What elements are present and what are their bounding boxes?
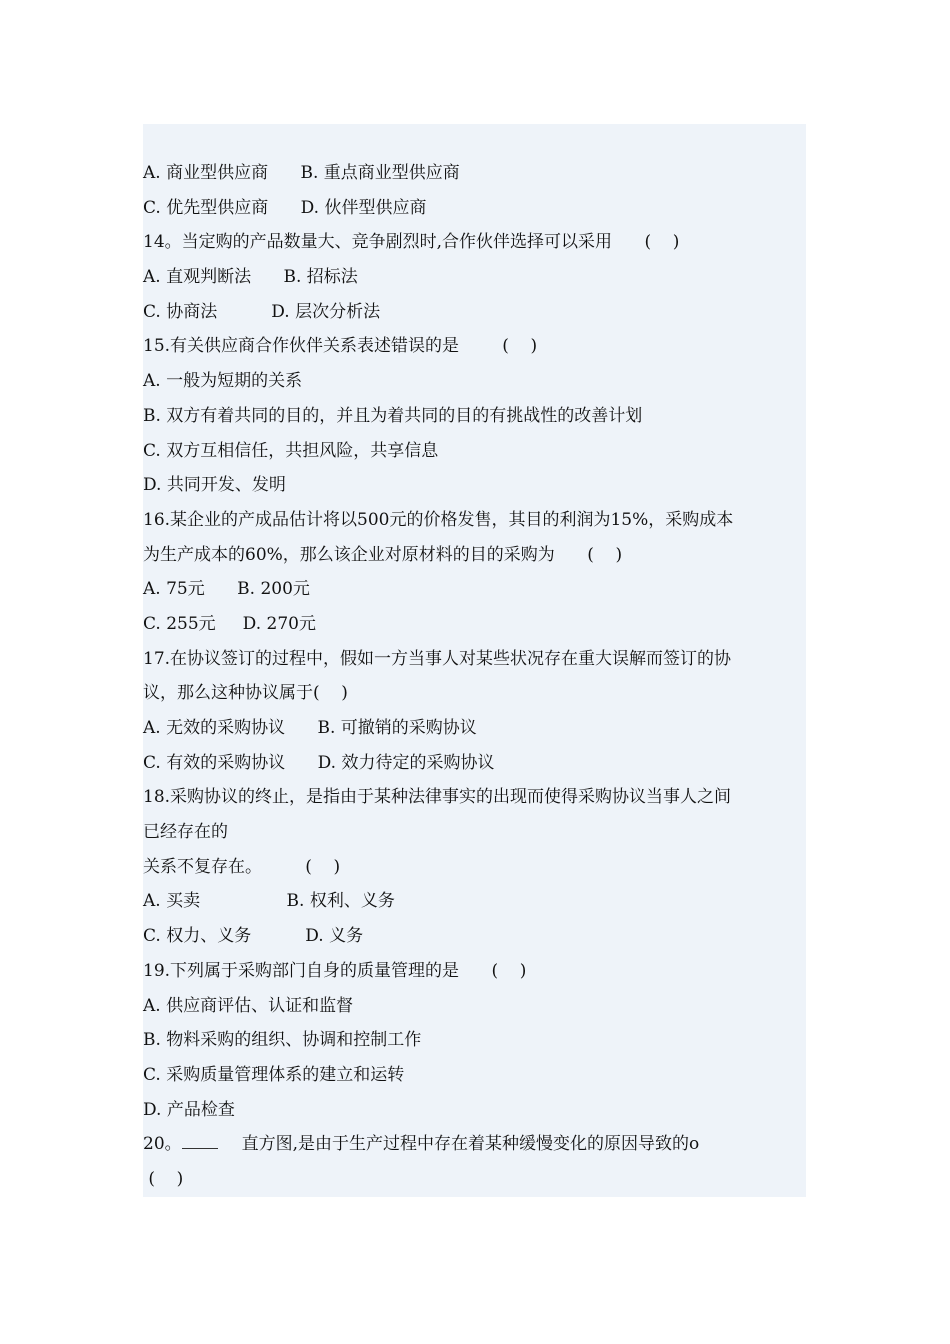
q15-option-d: D. 共同开发、发明	[143, 475, 286, 496]
q17-stem-line1: 17.在协议签订的过程中，假如一方当事人对某些状况存在重大误解而签订的协	[143, 648, 732, 669]
q16-options-ab: A. 75元 B. 200元	[143, 579, 310, 600]
q16-stem-line1: 16.某企业的产成品估计将以500元的价格发售，其目的利润为15%，采购成本	[143, 509, 734, 530]
q20-number: 20。	[143, 1134, 182, 1155]
q13-options-ab: A. 商业型供应商 B. 重点商业型供应商	[143, 163, 460, 183]
q18-stem-line1: 18.采购协议的终止，是指由于某种法律事实的出现而使得采购协议当事人之间	[143, 787, 732, 808]
q19-option-d: D. 产品检查	[143, 1099, 235, 1120]
q19-option-c: C. 采购质量管理体系的建立和运转	[143, 1064, 405, 1085]
q19-stem: 19.下列属于采购部门自身的质量管理的是 ( )	[143, 960, 527, 981]
q14-stem: 14。当定购的产品数量大、竞争剧烈时,合作伙伴选择可以采用 ( )	[143, 232, 680, 253]
q20-text: 直方图,是由于生产过程中存在着某种缓慢变化的原因导致的o	[241, 1134, 700, 1155]
q14-options-ab: A. 直观判断法 B. 招标法	[143, 267, 358, 288]
q14-options-cd: C. 协商法 D. 层次分析法	[143, 301, 381, 322]
q17-options-ab: A. 无效的采购协议 B. 可撤销的采购协议	[143, 718, 477, 738]
q18-options-ab: A. 买卖 B. 权利、义务	[143, 891, 395, 912]
q20-blank	[182, 1130, 218, 1149]
q20-stem	[143, 1127, 806, 1162]
q19-option-b: B. 物料采购的组织、协调和控制工作	[143, 1030, 422, 1051]
q17-options-cd: C. 有效的采购协议 D. 效力待定的采购协议	[143, 752, 495, 773]
q16-stem-line2: 为生产成本的60%，那么该企业对原材料的目的采购为 ( )	[143, 544, 623, 565]
q16-options-cd: C. 255元 D. 270元	[143, 613, 316, 634]
q18-stem-line3: 关系不复存在。 ( )	[143, 856, 341, 877]
q15-option-c: C. 双方互相信任，共担风险，共享信息	[143, 440, 439, 461]
q13-options-cd: C. 优先型供应商 D. 伙伴型供应商	[143, 197, 427, 218]
q15-stem: 15.有关供应商合作伙伴关系表述错误的是 ( )	[143, 336, 538, 357]
q20-answer-paren: ( )	[143, 1168, 184, 1189]
q15-option-a: A. 一般为短期的关系	[143, 371, 303, 392]
q17-stem-line2: 议，那么这种协议属于( )	[143, 683, 348, 704]
question-text-block	[143, 156, 806, 1197]
q18-options-cd: C. 权力、义务 D. 义务	[143, 926, 364, 947]
q15-option-b: B. 双方有着共同的目的，并且为着共同的目的有挑战性的改善计划	[143, 405, 643, 426]
q19-option-a: A. 供应商评估、认证和监督	[143, 995, 354, 1016]
q18-stem-line2: 已经存在的	[143, 822, 228, 843]
